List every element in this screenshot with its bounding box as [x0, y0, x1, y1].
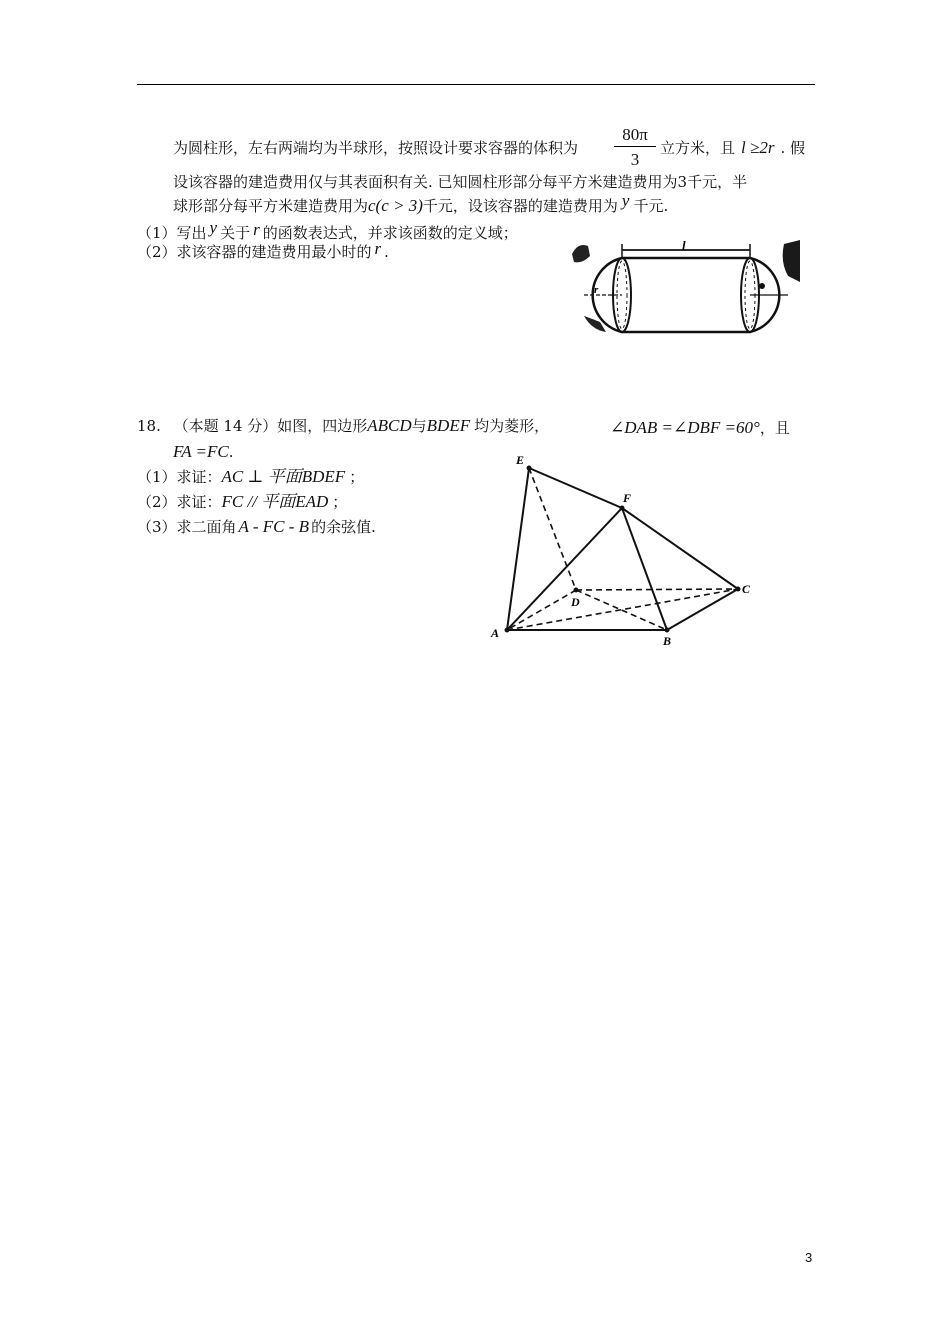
cost-formula: c(c > 3)	[368, 196, 423, 215]
vertex-C	[736, 587, 741, 592]
p18-text: ；	[332, 493, 348, 511]
p17-text: 球形部分每平方米建造费用为	[173, 197, 369, 215]
edge-FB	[622, 508, 667, 630]
q2-formula: FC // 平面EAD	[221, 492, 329, 511]
p18-text: 的余弦值.	[311, 518, 376, 536]
p17-line-3	[173, 191, 669, 216]
label-C: C	[742, 582, 751, 596]
p17-text: .	[384, 243, 389, 261]
p18-line-2	[173, 442, 234, 462]
p18-text: （3）求二面角	[137, 518, 237, 536]
p18-text: 均为菱形，	[474, 417, 550, 435]
vertex-A	[505, 628, 510, 633]
p18-text: 与	[411, 417, 427, 435]
p17-question-2	[137, 239, 389, 262]
edge-DC	[576, 589, 738, 590]
label-l: l	[682, 238, 686, 253]
constraint-formula: l ≥2r	[741, 138, 775, 157]
p18-text: ，且	[759, 419, 790, 437]
scan-blotch	[584, 316, 606, 332]
edge-FA	[507, 508, 622, 630]
problem-number: 18.	[137, 417, 161, 435]
p17-text: 千元.	[633, 197, 669, 215]
vertex-B	[665, 628, 670, 633]
angle-condition: ∠DAB =∠DBF =60°	[610, 418, 760, 437]
p18-text: （2）求证：	[137, 493, 222, 511]
p17-line-2	[173, 172, 747, 192]
p17-text: . 假	[780, 139, 805, 157]
vertex-F	[620, 506, 625, 511]
p18-text: ；	[349, 468, 365, 486]
p18-question-3	[137, 517, 376, 537]
label-r: r	[594, 284, 599, 296]
equal-condition: FA =FC	[173, 442, 229, 461]
p17-text: 千元，设该容器的建造费用为	[422, 197, 618, 215]
p17-line-1b	[660, 138, 805, 158]
capsule-figure	[570, 236, 802, 344]
header-rule	[137, 84, 815, 85]
q1-formula: AC ⊥ 平面BDEF	[221, 467, 346, 486]
p17-text: 立方米，且	[660, 139, 736, 157]
label-D: D	[571, 595, 580, 609]
p17-text: 千元，半	[687, 173, 748, 191]
p18-text: .	[228, 443, 234, 461]
p18-angle-line	[610, 418, 790, 438]
p18-question-2	[137, 492, 347, 512]
volume-fraction-numerator: 80π	[614, 124, 656, 147]
var-y: y	[209, 218, 218, 237]
scan-blotch	[572, 245, 590, 262]
edge-EA	[507, 468, 529, 630]
scan-blotch	[783, 240, 800, 282]
p18-line-1	[137, 416, 549, 436]
var-r: r	[374, 239, 382, 258]
p18-question-1	[137, 467, 364, 487]
scan-dot	[759, 283, 765, 289]
vertex-D	[574, 588, 579, 593]
p17-text: （1）写出	[137, 224, 207, 242]
p17-text: 设该容器的建造费用仅与其表面积有关. 已知圆柱形部分每平方米建造费用为	[173, 173, 678, 191]
p18-text: （本题 14 分）如图，四边形	[173, 417, 368, 435]
p17-text: 关于	[220, 224, 251, 242]
label-E: E	[516, 453, 525, 467]
edge-DB	[576, 590, 667, 630]
p17-line-1	[173, 138, 578, 158]
volume-fraction-denominator: 3	[630, 150, 640, 169]
label-B: B	[663, 634, 672, 648]
var-r: r	[253, 220, 260, 239]
p17-text: 的函数表达式，并求该函数的定义域；	[262, 224, 518, 242]
page-number: 3	[805, 1250, 813, 1265]
p18-text: （1）求证：	[137, 468, 222, 486]
quad-bdef: BDEF	[426, 416, 471, 435]
edge-ED	[529, 468, 576, 590]
label-A: A	[491, 626, 500, 640]
var-y: y	[621, 191, 630, 210]
label-F: F	[623, 491, 632, 505]
vertex-E	[527, 466, 532, 471]
rhombus-figure	[486, 450, 758, 650]
p17-question-1	[137, 218, 518, 243]
p17-text: （2）求该容器的建造费用最小时的	[137, 243, 372, 261]
edge-EF	[529, 468, 622, 508]
quad-abcd: ABCD	[367, 416, 412, 435]
edge-FC	[622, 508, 738, 589]
cost-number: 3	[677, 173, 688, 191]
q3-formula: A - FC - B	[238, 517, 310, 536]
edge-BC	[667, 589, 738, 630]
p17-text: 为圆柱形，左右两端均为半球形，按照设计要求容器的体积为	[173, 139, 579, 157]
